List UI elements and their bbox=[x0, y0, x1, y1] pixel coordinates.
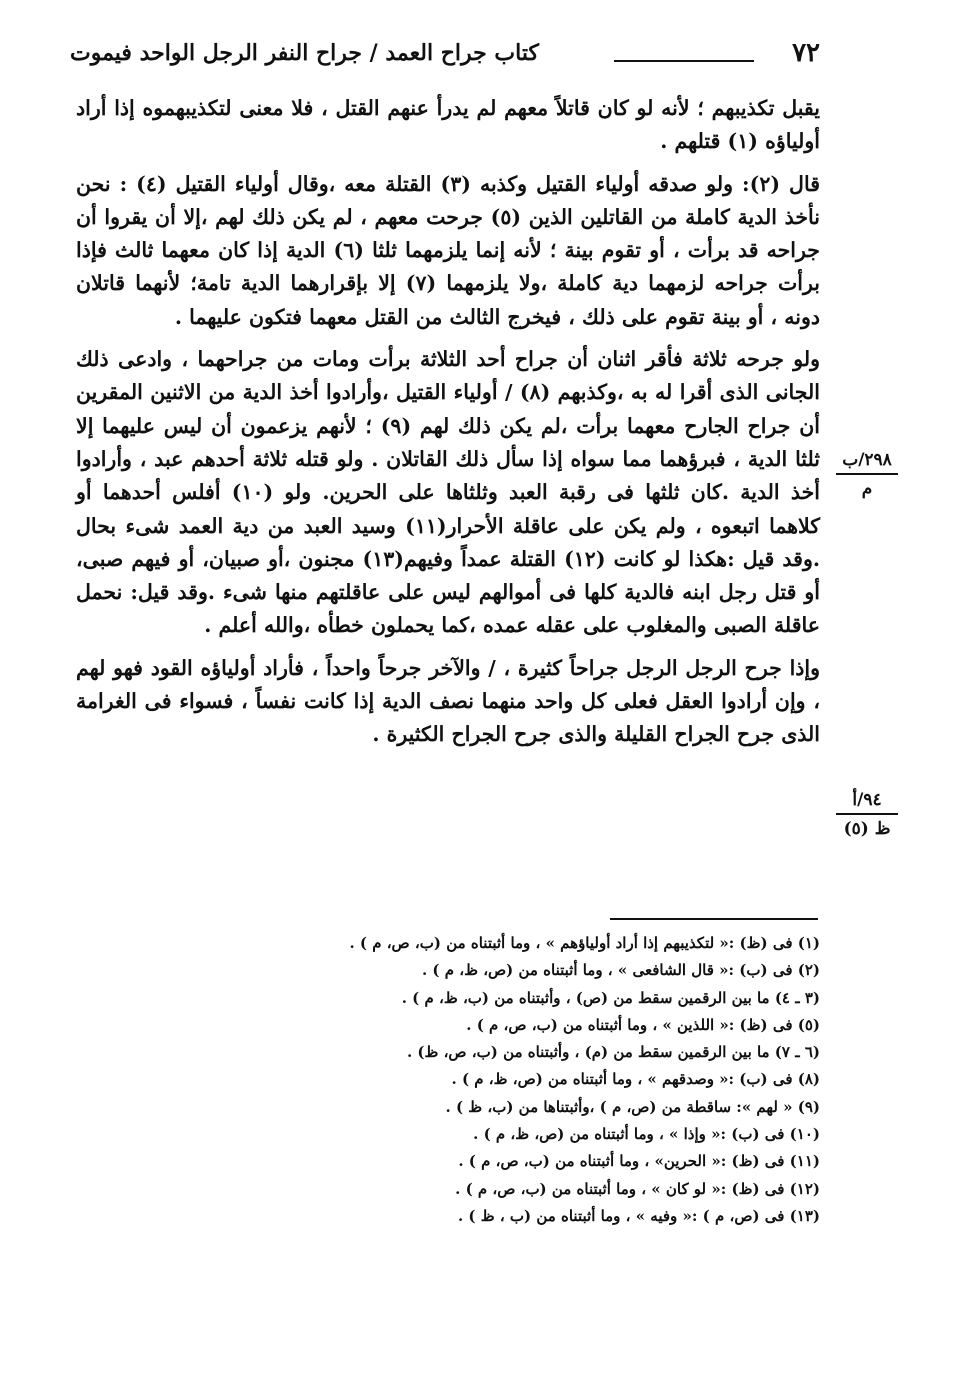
paragraph: قال (٢): ولو صدقه أولياء القتيل وكذبه (٣) القتلة معه ،وقال أولياء القتيل (٤) : نحن نأخذ الدية كاملة من القاتلين الذين (٥) جرحت معهم ، لم يكن ذلك لهم ،إلا أن يقروا أن جراحه قد برأت ، أو تقوم بينة ؛ لأنه إنما يلزمهما ثلثا (٦) الدية إذا كان معهما ثالث فإذا برأت جراحه لزمهما دية كاملة ،ولا يلزمهما (٧) إلا بإقرارهما الدية تامة؛ لأنهما قاتلان دونه ، أو بينة تقوم على ذلك ، فيخرج الثالث من القتل معهما فتكون عليهما . bbox=[76, 171, 820, 329]
page-number: ٧٢ bbox=[792, 38, 820, 68]
margin-note bbox=[832, 788, 902, 841]
paragraph: يقبل تكذيبهم ؛ لأنه لو كان قاتلاً معهم لم يدرأ عنهم القتل ، فلا معنى لتكذيبهموه إذا أراد أولياؤه (١) قتلهم . bbox=[76, 96, 820, 154]
margin-note-top: ٩٤/أ bbox=[852, 790, 882, 810]
running-title: كتاب جراح العمد / جراح النفر الرجل الواحد فيموت bbox=[70, 40, 539, 66]
main-text bbox=[76, 92, 820, 752]
footnotes bbox=[150, 930, 820, 1230]
footnote: (٥) فى (ظ) :« اللذين » ، وما أثبتناه من (ب، ص، م ) . bbox=[466, 1015, 820, 1034]
paragraph: وإذا جرح الرجل الرجل جراحاً كثيرة ، / والآخر جرحاً واحداً ، فأراد أولياؤه القود فهو لهم ، وإن أرادوا العقل فعلى كل واحد منهما نصف الدية إذا كانت نفساً ، فسواء فى الغرامة الذى جرح الجراح القليلة والذى جرح الجراح الكثيرة . bbox=[76, 655, 820, 747]
footnote: (١) فى (ظ) :« لتكذيبهم إذا أراد أولياؤهم » ، وما أثبتناه من (ب، ص، م ) . bbox=[349, 934, 820, 952]
footnote: (٢) فى (ب) :« قال الشافعى » ، وما أثبتناه من (ص، ظ، م ) . bbox=[421, 961, 820, 980]
footnote: (١٢) فى (ظ) :« لو كان » ، وما أثبتناه من (ب، ص، م ) . bbox=[455, 1179, 820, 1198]
footnote: (١٣) فى (ص، م ) :« وفيه » ، وما أثبتناه من (ب ، ظ ) . bbox=[457, 1206, 820, 1225]
footnote: (٣ ـ ٤) ما بين الرقمين سقط من (ص) ، وأثبتناه من (ب، ظ، م ) . bbox=[401, 988, 820, 1007]
footnote: (٨) فى (ب) :« وصدقهم » ، وما أثبتناه من (ص، ظ، م ) . bbox=[451, 1070, 820, 1089]
footnote: (١٠) فى (ب) :« وإذا » ، وما أثبتناه من (ص، ظ، م ) . bbox=[473, 1125, 820, 1144]
footnote: (٩) « لهم »: ساقطة من (ص، م ) ،وأثبتناها من (ب، ظ ) . bbox=[445, 1097, 820, 1116]
footnote: (٦ ـ ٧) ما بين الرقمين سقط من (م) ، وأثبتناه من (ب، ص، ظ) . bbox=[406, 1043, 820, 1062]
margin-note-bottom: م bbox=[861, 479, 873, 499]
margin-note-top: ٢٩٨/ب bbox=[842, 450, 892, 470]
margin-note-rule bbox=[836, 473, 898, 475]
margin-note bbox=[832, 448, 902, 501]
footnote: (١١) فى (ظ) :« الحرين» ، وما أثبتناه من (ب، ص، م ) . bbox=[458, 1152, 820, 1171]
header-rule bbox=[614, 60, 754, 62]
running-header bbox=[70, 38, 820, 78]
footnote-separator bbox=[610, 918, 818, 920]
margin-note-bottom: ظ (٥) bbox=[843, 819, 891, 839]
margin-note-rule bbox=[836, 813, 898, 815]
paragraph: ولو جرحه ثلاثة فأقر اثنان أن جراح أحد الثلاثة برأت ومات من جراحهما ، وادعى ذلك الجانى الذى أقرا له به ،وكذبهم (٨) / أولياء القتيل ،وأرادوا أخذ الدية من الاثنين المقرين أن جراح الجارح معهما برأت ،لم يكن ذلك لهم (٩) ؛ لأنهم يزعمون أن ليس عليهما إلا ثلثا الدية ، فبرؤهما مما سواه إذا سأل ذلك القاتلان . ولو قتله ثلاثة أحدهم عبد ، وأرادوا أخذ الدية .كان ثلثها فى رقبة العبد وثلثاها على الحرين. ولو (١٠) أفلس أحدهما أو كلاهما اتبعوه ، ولم يكن على عاقلة الأحرار(١١) وسيد العبد من دية العمد شىء بحال .وقد قيل :هكذا لو كانت (١٢) القتلة عمداً وفيهم(١٣) مجنون ،أو صبيان، أو فيهم صبى، أو قتل رجل ابنه فالدية كلها فى أموالهم ليس على عاقلتهم منها شىء .وقد قيل: نحمل عاقلة الصبى والمغلوب على عقله عمده ،كما يحملون خطأه ،والله أعلم . bbox=[76, 347, 821, 638]
